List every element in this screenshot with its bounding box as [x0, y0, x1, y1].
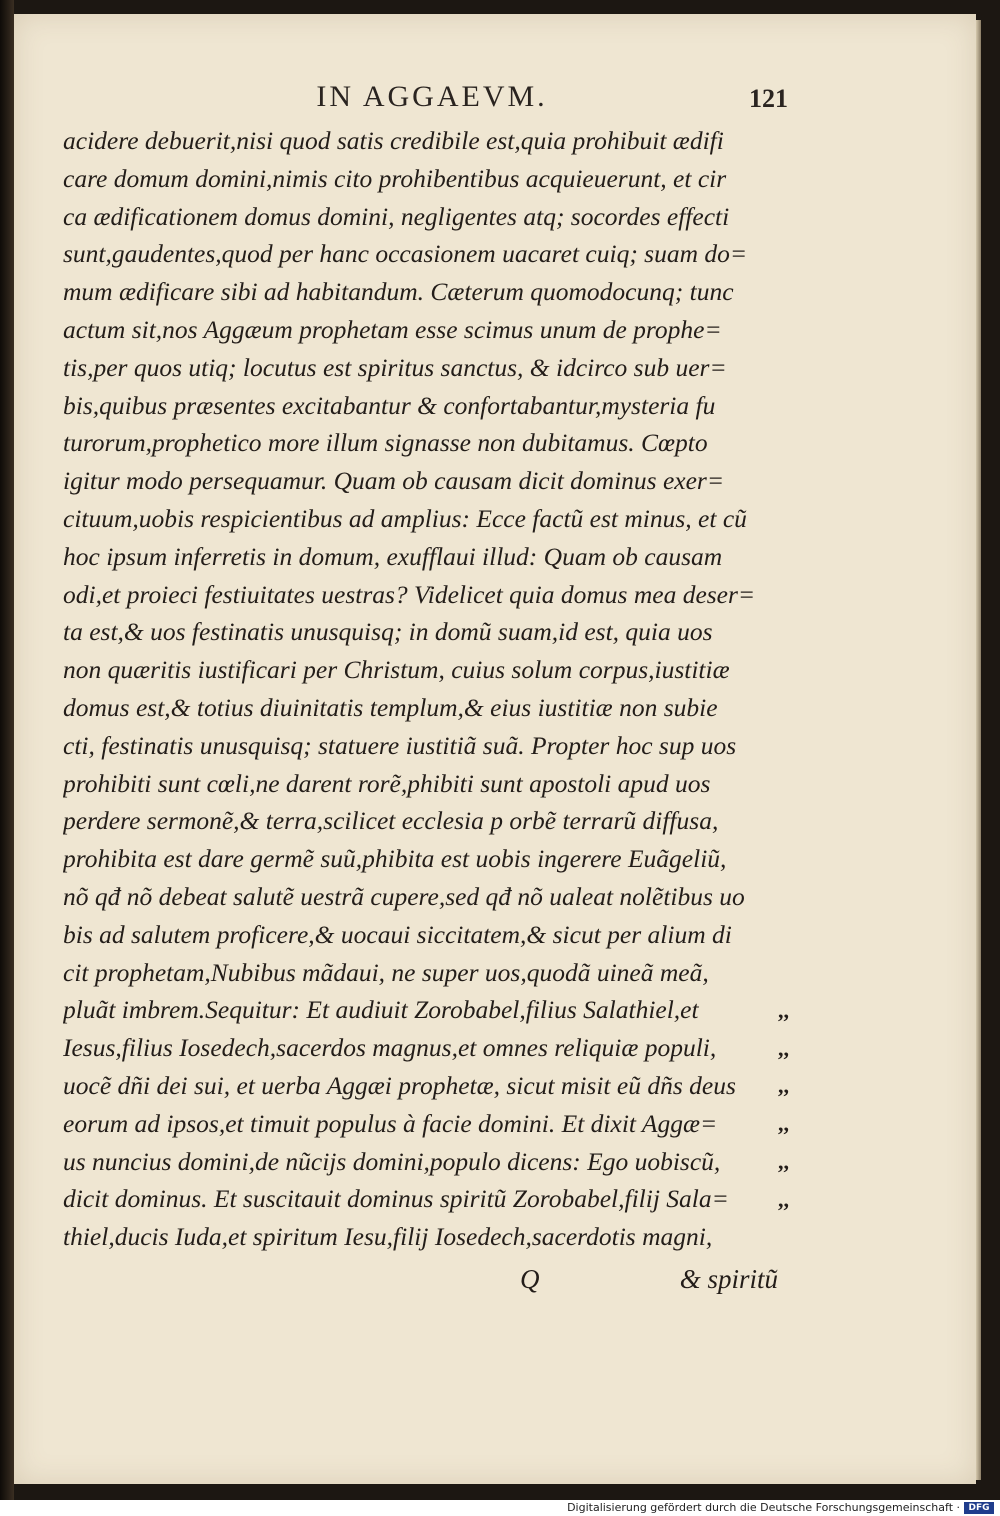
text-line: non quæritis iustificari per Christum, cuius solum corpus,iustitiæ	[63, 655, 730, 685]
text-line: odi,et proieci festiuitates uestras? Videlicet quia domus mea deser=	[63, 579, 756, 609]
text-line: bis ad salutem proficere,& uocaui siccitatem,& sicut per alium di	[63, 919, 732, 949]
page-edge	[976, 20, 981, 1480]
footer-bar	[0, 1500, 1000, 1516]
text-line: dicit dominus. Et suscitauit dominus spiritũ Zorobabel,filij Sala=	[63, 1184, 729, 1214]
margin-quote-mark: ,,	[778, 1149, 789, 1174]
text-line: mum ædificare sibi ad habitandum. Cæterum quomodocunq; tunc	[63, 277, 734, 307]
text-line: actum sit,nos Aggæum prophetam esse scimus unum de prophe=	[63, 314, 722, 344]
text-line: tis,per quos utiq; locutus est spiritus sanctus, & idcirco sub uer=	[63, 352, 727, 382]
running-head: IN AGGAEVM.	[316, 80, 548, 113]
text-line: thiel,ducis Iuda,et spiritum Iesu,filij Iosedech,sacerdotis magni,	[63, 1222, 713, 1252]
text-line: pluãt imbrem.Sequitur: Et audiuit Zorobabel,filius Salathiel,et	[63, 995, 699, 1025]
text-line: Iesus,filius Iosedech,sacerdos magnus,et omnes reliquiæ populi,	[63, 1033, 717, 1063]
footer-credit: Digitalisierung gefördert durch die Deutsche Forschungsgemeinschaft ·	[567, 1501, 960, 1514]
catchwords	[520, 1264, 778, 1295]
text-line: prohibiti sunt cœli,ne darent rorẽ,phibiti sunt apostoli apud uos	[63, 768, 711, 798]
text-line: cituum,uobis respicientibus ad amplius: Ecce factũ est minus, et cũ	[63, 503, 747, 533]
text-line: cti, festinatis unusquisq; statuere iustitiã suã. Propter hoc sup uos	[63, 730, 737, 760]
text-line: eorum ad ipsos,et timuit populus à facie domini. Et dixit Aggæ=	[63, 1108, 718, 1138]
text-line: uocẽ dñi dei sui, et uerba Aggæi prophetæ, sicut misit eũ dñs deus	[63, 1070, 736, 1100]
text-line: bis,quibus præsentes excitabantur & confortabantur,mysteria fu	[63, 390, 716, 420]
text-line: igitur modo persequamur. Quam ob causam dicit dominus exer=	[63, 466, 725, 496]
margin-quote-mark: ,,	[778, 1111, 789, 1136]
book-spine	[0, 0, 14, 1500]
margin-quote-mark: ,,	[778, 1073, 789, 1098]
text-line: prohibita est dare germẽ suũ,phibita est uobis ingerere Euãgeliũ,	[63, 844, 727, 874]
text-line: care domum domini,nimis cito prohibentibus acquieuerunt, et cir	[63, 163, 727, 193]
margin-quote-mark: ,,	[778, 998, 789, 1023]
text-line: acidere debuerit,nisi quod satis credibile est,quia prohibuit ædifi	[63, 126, 724, 155]
margin-quote-mark: ,,	[778, 1036, 789, 1061]
text-line: ta est,& uos festinatis unusquisq; in domũ suam,id est, quia uos	[63, 617, 713, 647]
text-line: hoc ipsum inferretis in domum, exufflaui illud: Quam ob causam	[63, 541, 723, 571]
catchword-right: & spiritũ	[679, 1264, 778, 1294]
text-line: cit prophetam,Nubibus mãdaui, ne super uos,quodã uineã meã,	[63, 957, 709, 987]
text-block	[63, 122, 779, 1256]
text-line: us nuncius domini,de nũcijs domini,populo dicens: Ego uobiscũ,	[63, 1146, 721, 1176]
text-line: sunt,gaudentes,quod per hanc occasionem uacaret cuiq; suam do=	[63, 239, 748, 269]
dfg-logo-icon: DFG	[964, 1502, 994, 1514]
text-line: turorum,prophetico more illum signasse non dubitamus. Cœpto	[63, 428, 708, 458]
text-line: domus est,& totius diuinitatis templum,& eius iustitiæ non subie	[63, 692, 718, 722]
text-line: nõ qđ nõ debeat salutẽ uestrã cupere,sed qđ nõ ualeat nolẽtibus uo	[63, 881, 745, 911]
text-line: perdere sermonẽ,& terra,scilicet ecclesia p orbẽ terrarũ diffusa,	[63, 806, 719, 836]
page-number: 121	[749, 84, 788, 113]
margin-quote-mark: ,,	[778, 1187, 789, 1212]
text-line: ca ædificationem domus domini, negligentes atq; socordes effecti	[63, 201, 730, 231]
catchword-left: Q	[520, 1264, 540, 1294]
